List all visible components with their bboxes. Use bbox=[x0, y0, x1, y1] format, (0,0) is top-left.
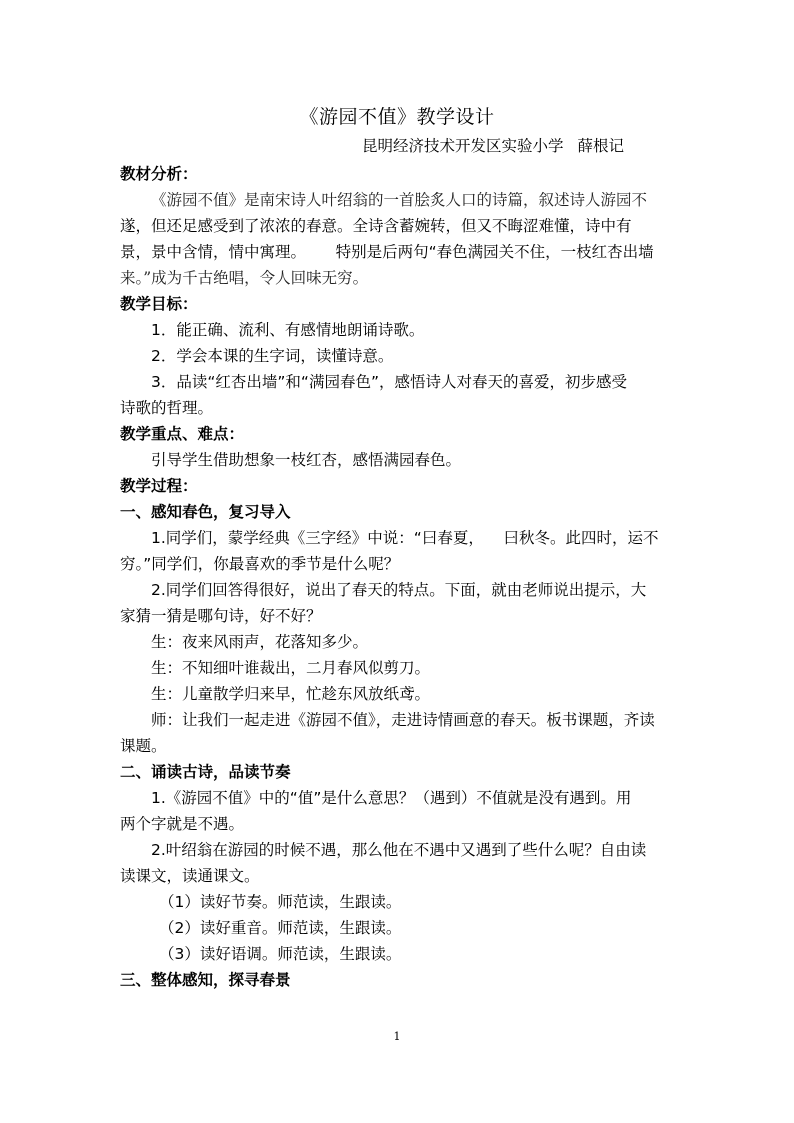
goal-item: 3．品读“红杏出墙”和“满园春色”，感悟诗人对春天的喜爱，初步感受 bbox=[151, 373, 627, 391]
teacher-line: 师：让我们一起走进《游园不值》，走进诗情画意的春天。板书课题，齐读 bbox=[151, 711, 655, 729]
author-line bbox=[362, 134, 624, 158]
process-line: 穷。”同学们，你最喜欢的季节是什么呢？ bbox=[120, 555, 400, 573]
process-line: 读课文，读通课文。 bbox=[120, 867, 260, 885]
reading-step: （1）读好节奏。师范读，生跟读。 bbox=[159, 893, 402, 911]
analysis-line: 景，景中含情，情中寓理。 特别是后两句“春色满园关不住，一枝红杏出墙 bbox=[120, 243, 654, 261]
key-points-text: 引导学生借助想象一枝红杏，感悟满园春色。 bbox=[151, 451, 462, 469]
goal-item: 1．能正确、流利、有感情地朗诵诗歌。 bbox=[151, 321, 425, 339]
analysis-line: 《游园不值》是南宋诗人叶绍翁的一首脍炙人口的诗篇，叙述诗人游园不 bbox=[151, 191, 648, 209]
document-body bbox=[120, 161, 680, 993]
goal-item: 2．学会本课的生字词，读懂诗意。 bbox=[151, 347, 394, 365]
reading-step: （2）读好重音。师范读，生跟读。 bbox=[159, 919, 402, 937]
part-heading-2: 二、诵读古诗，品读节奏 bbox=[120, 763, 291, 781]
student-answer: 生：不知细叶谁裁出，二月春风似剪刀。 bbox=[151, 659, 431, 677]
part-heading-1: 一、感知春色，复习导入 bbox=[120, 503, 291, 521]
document-title: 《游园不值》教学设计 bbox=[299, 106, 495, 128]
process-line: 2.同学们回答得很好，说出了春天的特点。下面，就由老师说出提示，大 bbox=[151, 581, 647, 599]
page-number: 1 bbox=[393, 1030, 401, 1043]
section-heading-analysis: 教材分析： bbox=[120, 165, 198, 183]
teacher-line-continuation: 课题。 bbox=[120, 737, 167, 755]
process-line: 两个字就是不遇。 bbox=[120, 815, 245, 833]
section-heading-key-points: 教学重点、难点： bbox=[120, 425, 245, 443]
section-heading-goals: 教学目标： bbox=[120, 295, 198, 313]
process-line: 1.《游园不值》中的“值”是什么意思？（遇到）不值就是没有遇到。用 bbox=[151, 789, 632, 807]
goal-item-continuation: 诗歌的哲理。 bbox=[120, 399, 214, 417]
analysis-line: 遂，但还足感受到了浓浓的春意。全诗含蓄婉转，但又不晦涩难懂，诗中有 bbox=[120, 217, 632, 235]
student-answer: 生：儿童散学归来早，忙趁东风放纸鸢。 bbox=[151, 685, 431, 703]
author-name: 薛根记 bbox=[577, 137, 625, 155]
process-line: 1.同学们，蒙学经典《三字经》中说：“曰春夏， 曰秋冬。此四时，运不 bbox=[151, 529, 659, 547]
reading-step: （3）读好语调。师范读，生跟读。 bbox=[159, 945, 402, 963]
process-line: 家猜一猜是哪句诗，好不好？ bbox=[120, 607, 322, 625]
student-answer: 生：夜来风雨声，花落知多少。 bbox=[151, 633, 369, 651]
section-heading-process: 教学过程： bbox=[120, 477, 198, 495]
process-line: 2.叶绍翁在游园的时候不遇，那么他在不遇中又遇到了些什么呢？自由读 bbox=[151, 841, 647, 859]
analysis-line: 来。”成为千古绝唱，令人回味无穷。 bbox=[120, 269, 369, 287]
author-school: 昆明经济技术开发区实验小学 bbox=[362, 137, 564, 155]
part-heading-3: 三、整体感知，探寻春景 bbox=[120, 971, 291, 989]
